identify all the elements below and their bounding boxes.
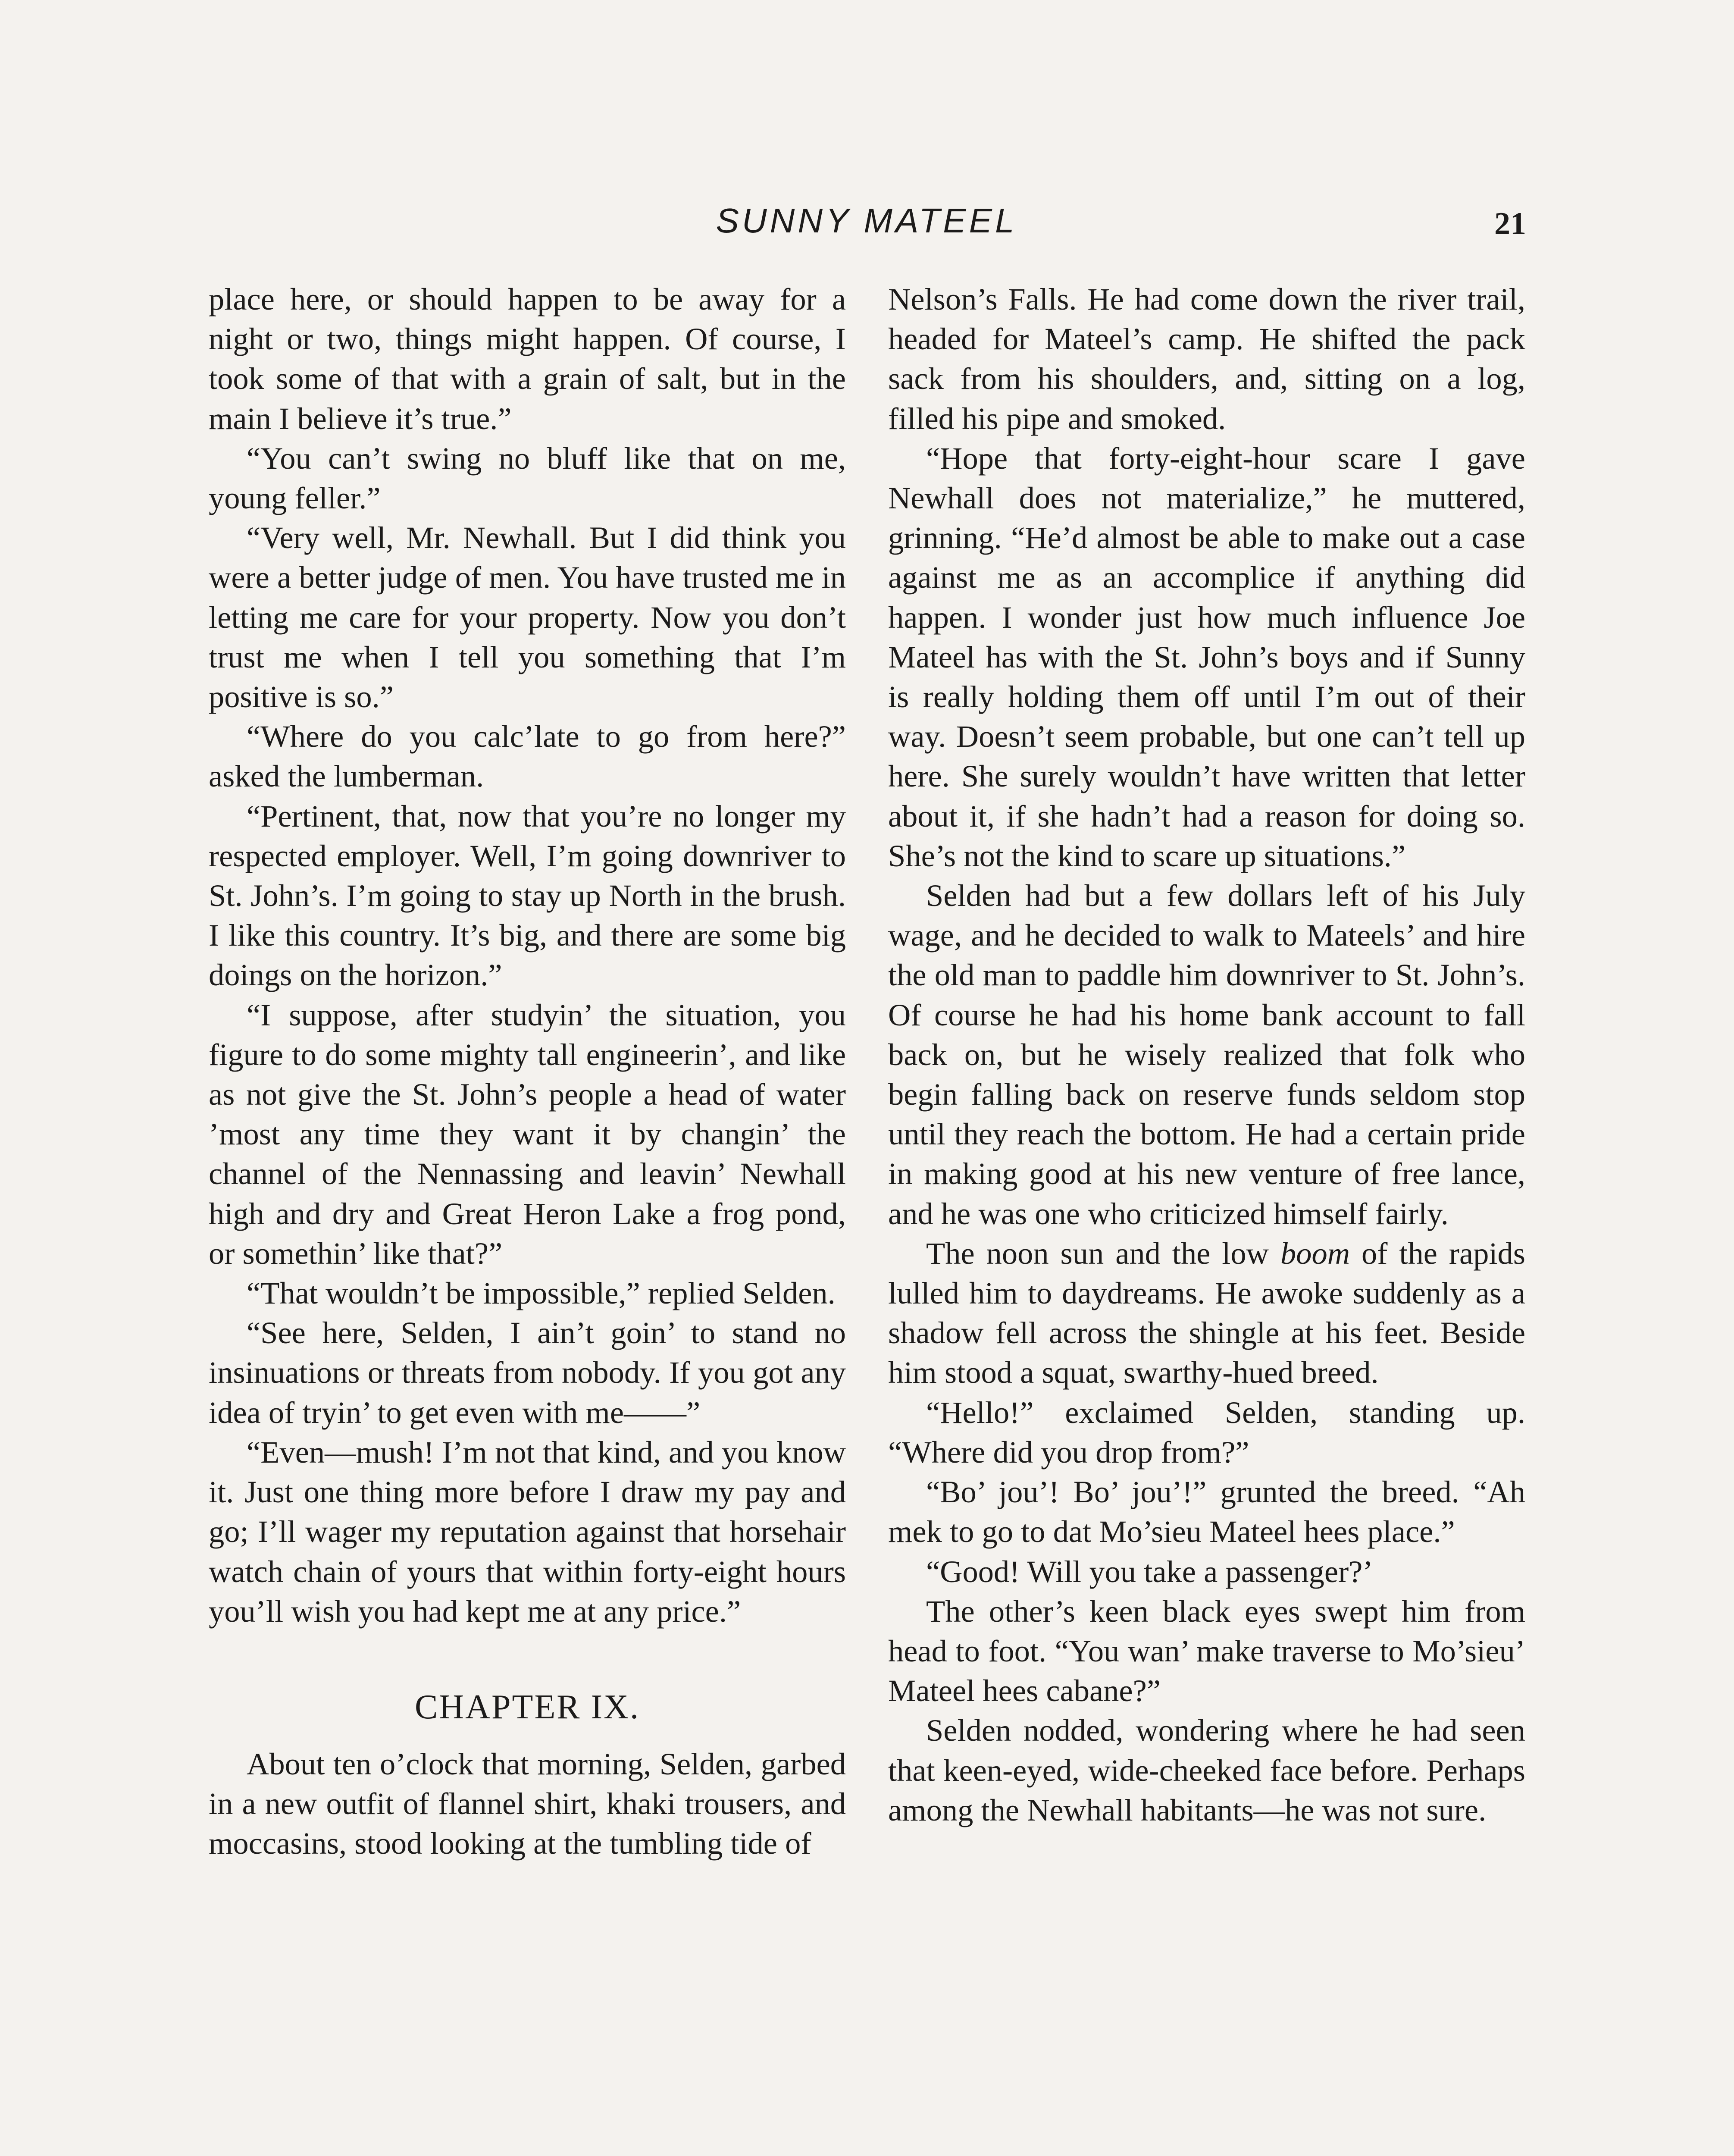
page-number: 21 <box>1494 206 1526 241</box>
paragraph: “That wouldn’t be impossible,” replied Selden. <box>247 1275 836 1311</box>
paragraph: “Bo’ jou’! Bo’ jou’!” grunted the breed. “Ah mek to go to dat Mo’sieu Mateel hees place.” <box>888 1474 1525 1549</box>
paragraph: “Hope that forty-eight-hour scare I gave Newhall does not materialize,” he muttered, grinning. “He’d almost be able to make out a case against me as an accomplice if anything did happen. I wonder just how much influence Joe Mateel has with the St. John’s boys and if Sunny is really holding them off until I’m out of their way. Doesn’t seem probable, but one can’t tell up here. She surely wouldn’t have written that letter about it, if she hadn’t had a reason for doing so. She’s not the kind to scare up situations.” <box>888 440 1525 873</box>
paragraph: “Good! Will you take a passenger?’ <box>926 1554 1373 1589</box>
paragraph: About ten o’clock that morning, Selden, garbed in a new outfit of flannel shirt, khaki trousers, and moccasins, stood looking at the tumbling tide of <box>209 1746 846 1861</box>
paragraph: “See here, Selden, I ain’t goin’ to stand no insinuations or threats from nobody. If you got any idea of tryin’ to get even with me——” <box>209 1315 846 1430</box>
paragraph: “I suppose, after studyin’ the situation, you figure to do some mighty tall engineerin’, and like as not give the St. John’s people a head of water ’most any time they want it by changin’ the channel of the Nennassing and leavin’ Newhall high and dry and Great Heron Lake a frog pond, or somethin’ like that?” <box>209 997 846 1271</box>
paragraph: Nelson’s Falls. He had come down the river trail, headed for Mateel’s camp. He shifted the pack sack from his shoulders, and, sitting on a log, filled his pipe and smoked. <box>888 282 1525 436</box>
paragraph: Selden had but a few dollars left of his July wage, and he decided to walk to Mateels’ and hire the old man to paddle him downriver to St. John’s. Of course he had his home bank account to fall back on, but he wisely realized that folk who begin falling back on reserve funds seldom stop until they reach the bottom. He had a certain pride in making good at his new venture of free lance, and he was one who criticized himself fairly. <box>888 878 1525 1231</box>
paragraph: The other’s keen black eyes swept him from head to foot. “You wan’ make traverse to Mo’sieu’ Mateel hees cabane?” <box>888 1593 1525 1708</box>
paragraph: place here, or should happen to be away for a night or two, things might happen. Of course, I took some of that with a grain of salt, but in the main I believe it’s true.” <box>209 282 846 436</box>
paragraph: “Even—mush! I’m not that kind, and you know it. Just one thing more before I draw my pay and go; I’ll wager my reputation against that horsehair watch chain of yours that within forty-eight hours you’ll wish you had kept me at any price.” <box>209 1434 846 1629</box>
paragraph: “Hello!” exclaimed Selden, standing up. “Where did you drop from?” <box>888 1395 1525 1470</box>
paragraph: Selden nodded, wondering where he had seen that keen-eyed, wide-cheeked face before. Perhaps among the Newhall habitants—he was not sure. <box>888 1713 1525 1827</box>
text-run: of the rapids lulled him to daydreams. He awoke suddenly as a shadow fell across the shingle at his feet. Beside him stood a squat, swarthy-hued breed. <box>888 1235 1525 1390</box>
paragraph <box>888 1234 1525 1393</box>
paragraph: “Where do you calc’late to go from here?” asked the lumberman. <box>209 719 846 794</box>
italic-word: boom <box>1280 1235 1350 1271</box>
right-column <box>888 279 1525 1830</box>
paragraph: “Pertinent, that, now that you’re no longer my respected employer. Well, I’m going downriver to St. John’s. I’m going to stay up North in the brush. I like this country. It’s big, and there are some big doings on the horizon.” <box>209 798 846 993</box>
left-column <box>209 279 846 1864</box>
paragraph: “Very well, Mr. Newhall. But I did think you were a better judge of men. You have trusted me in letting me care for your property. Now you don’t trust me when I tell you something that I’m positive is so.” <box>209 520 846 714</box>
text-run: The noon sun and the low <box>926 1235 1280 1271</box>
chapter-heading: CHAPTER IX. <box>415 1688 640 1726</box>
paragraph: “You can’t swing no bluff like that on me, young feller.” <box>209 440 846 516</box>
running-title: SUNNY MATEEL <box>716 201 1017 240</box>
